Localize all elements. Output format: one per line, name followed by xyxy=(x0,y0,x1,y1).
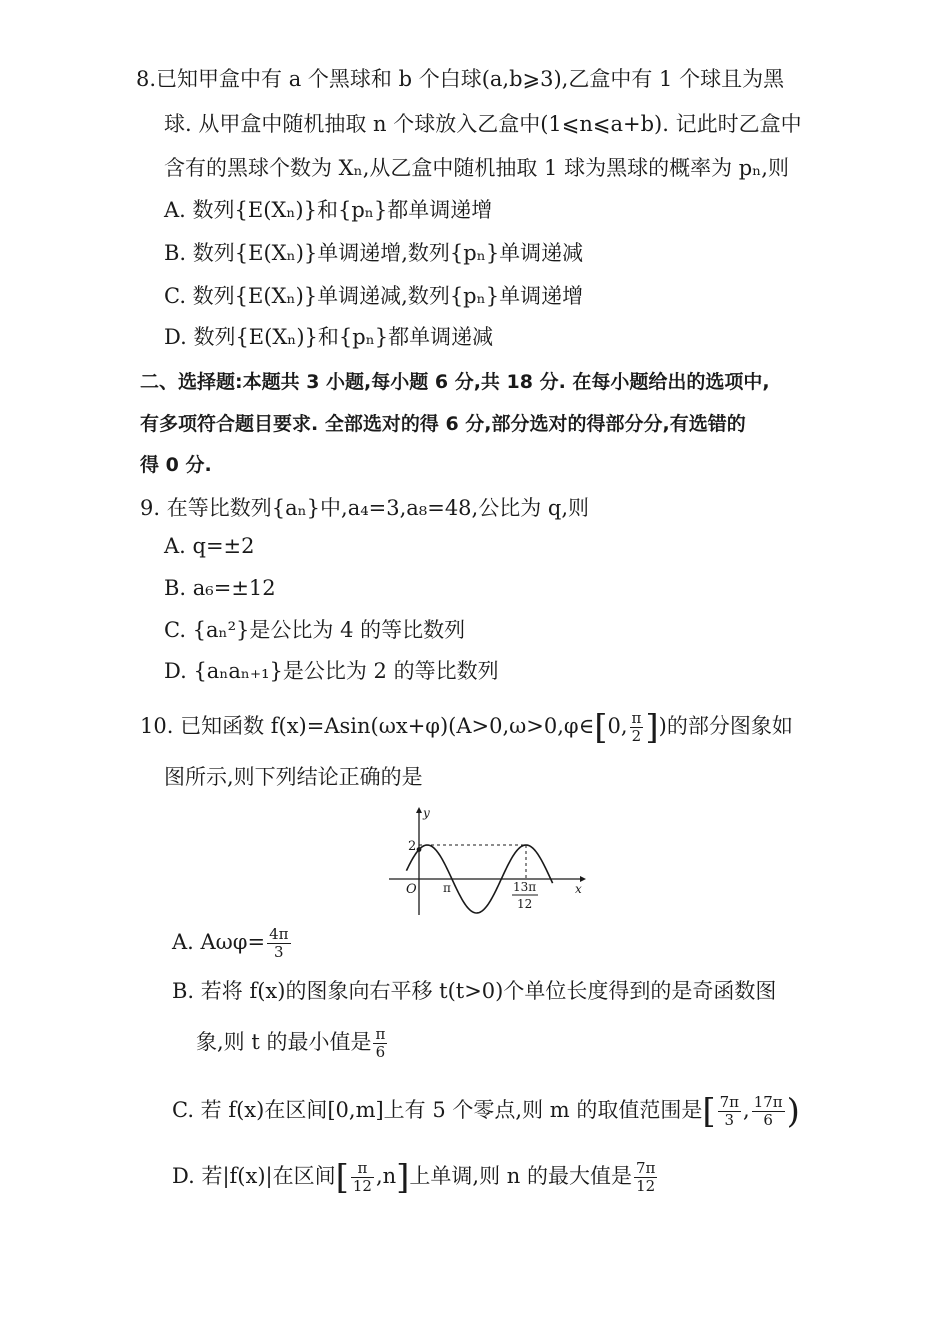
section-2-instructions-line-1: 二、选择题:本题共 3 小题,每小题 6 分,共 18 分. 在每小题给出的选项中, xyxy=(140,371,770,393)
graph-y-arrow xyxy=(416,807,422,813)
q8-stem-line-2: 球. 从甲盒中随机抽取 n 个球放入乙盒中(1⩽n⩽a+b). 记此时乙盒中 xyxy=(164,112,802,136)
graph-peak-numerator: 13π xyxy=(513,880,537,894)
q10-d-fraction-2: $\frac{7\pi}{12}$ xyxy=(635,1159,656,1195)
q10-option-c: C. 若 f(x)在区间[0,m]上有 5 个零点,则 m 的取值范围是[ $\frac{7\pi}{3}$ , $\frac{17\pi}{6}$ ) xyxy=(172,1091,800,1132)
q10-option-d: D. 若|f(x)|在区间[ $\frac{\pi}{12}$ ,n]上单调,则 n 的最大值是 $\frac{7\pi}{12}$ xyxy=(172,1157,656,1198)
q9-option-a: A. q=±2 xyxy=(164,534,255,558)
q10-d-fraction-1: $\frac{\pi}{12}$ xyxy=(352,1159,372,1195)
q8-stem-line-3: 含有的黑球个数为 Xₙ,从乙盒中随机抽取 1 球为黑球的概率为 pₙ,则 xyxy=(164,156,789,180)
q10-c-fraction-1: $\frac{7\pi}{3}$ xyxy=(719,1093,740,1129)
graph-y-label: y xyxy=(423,806,430,820)
q8-option-c: C. 数列{E(Xₙ)}单调递减,数列{pₙ}单调递增 xyxy=(164,284,584,308)
q10-option-b-line-2: 象,则 t 的最小值是 $\frac{\pi}{6}$ xyxy=(196,1025,386,1061)
q10-interval-pi-over-2: $\frac{\pi}{2}$ xyxy=(631,709,642,745)
graph-origin-label: O xyxy=(406,882,417,897)
q9-option-d: D. {aₙaₙ₊₁}是公比为 2 的等比数列 xyxy=(164,659,499,683)
section-2-instructions-line-3: 得 0 分. xyxy=(140,454,212,476)
graph-peak-denominator: 12 xyxy=(517,897,533,911)
q8-option-a: A. 数列{E(Xₙ)}和{pₙ}都单调递增 xyxy=(164,198,493,222)
section-2-instructions-line-2: 有多项符合题目要求. 全部选对的得 6 分,部分选对的得部分分,有选错的 xyxy=(140,413,746,435)
q10-sine-graph xyxy=(385,805,590,920)
graph-intercept-point xyxy=(417,847,422,852)
q8-option-d: D. 数列{E(Xₙ)}和{pₙ}都单调递减 xyxy=(164,325,494,349)
graph-pi-label: π xyxy=(443,881,451,895)
q10-option-b-line-1: B. 若将 f(x)的图象向右平移 t(t>0)个单位长度得到的是奇函数图 xyxy=(172,979,777,1003)
q10-stem-suffix: )的部分图象如 xyxy=(658,714,793,738)
q10-stem-line-1: 10. 已知函数 f(x)=Asin(ωx+φ)(A>0,ω>0,φ∈[0, $\frac{\pi}{2}$ ])的部分图象如 xyxy=(140,707,793,748)
q9-stem: 9. 在等比数列{aₙ}中,a₄=3,a₈=48,公比为 q,则 xyxy=(140,496,590,520)
graph-max-label: 2 xyxy=(408,839,417,854)
q10-b-fraction: $\frac{\pi}{6}$ xyxy=(375,1025,386,1061)
q8-stem-line-1: 8.已知甲盒中有 a 个黑球和 b 个白球(a,b⩾3),乙盒中有 1 个球且为黑 xyxy=(136,67,785,91)
q10-c-fraction-2: $\frac{17\pi}{6}$ xyxy=(753,1093,783,1129)
graph-x-label: x xyxy=(575,882,582,896)
q8-option-b: B. 数列{E(Xₙ)}单调递增,数列{pₙ}单调递减 xyxy=(164,241,584,265)
q9-option-b: B. a₆=±12 xyxy=(164,576,276,600)
q10-option-a: A. Aωφ= $\frac{4\pi}{3}$ xyxy=(172,925,289,961)
q9-option-c: C. {aₙ²}是公比为 4 的等比数列 xyxy=(164,618,466,642)
q10-stem-prefix: 10. 已知函数 f(x)=Asin(ωx+φ)(A>0,ω>0,φ∈ xyxy=(140,714,595,738)
q10-stem-line-2: 图所示,则下列结论正确的是 xyxy=(164,765,423,789)
q10-a-fraction: $\frac{4\pi}{3}$ xyxy=(269,925,289,961)
q10-interval-left: 0, xyxy=(607,714,628,738)
